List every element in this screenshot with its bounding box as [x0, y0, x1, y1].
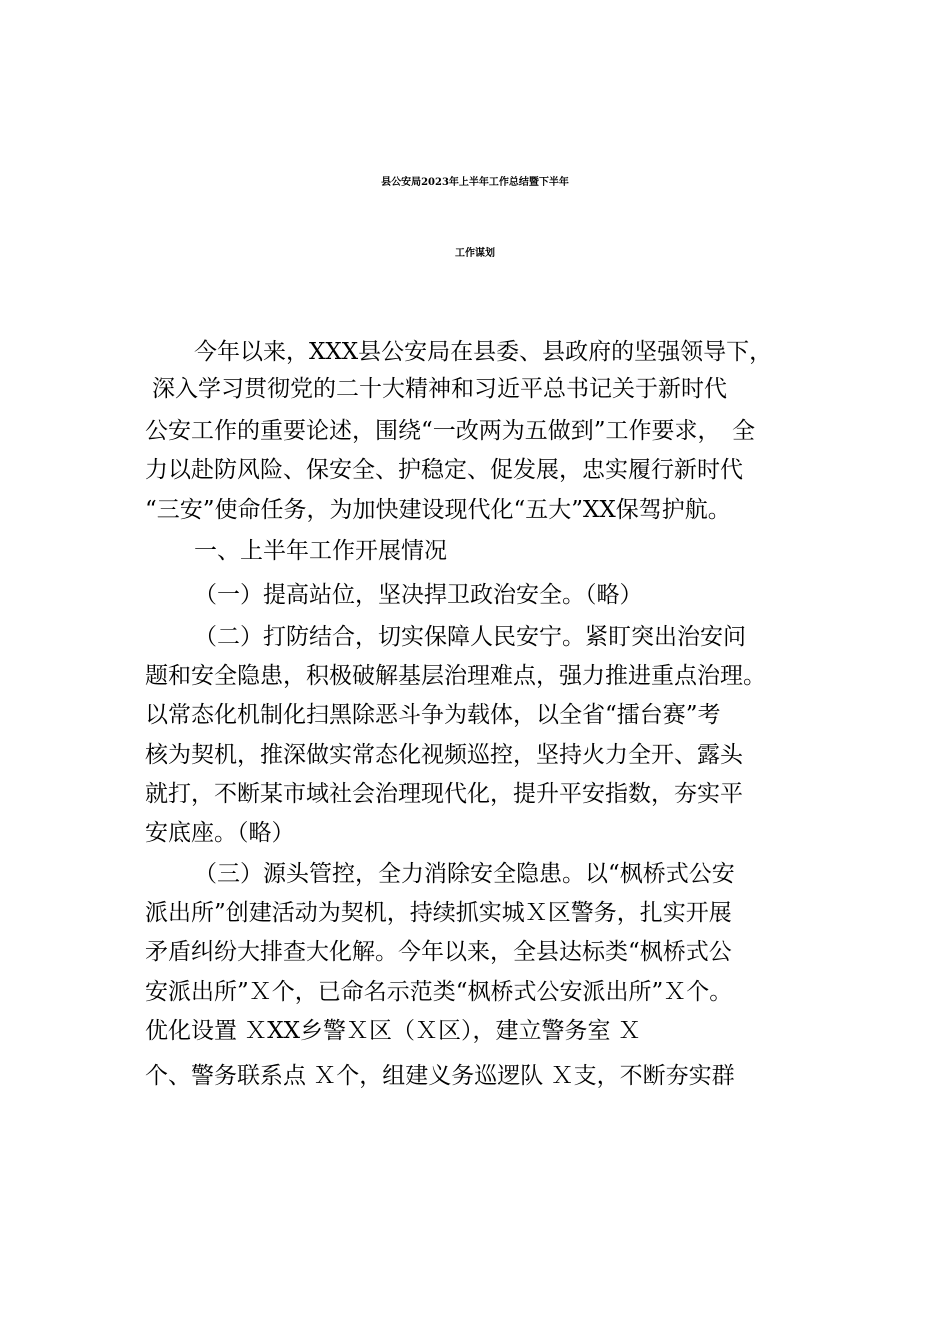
- paragraph-line: 核为契机，推深做实常态化视频巡控，坚持火力全开、露头: [145, 742, 743, 768]
- document-title-line-2: 工作谋划: [455, 248, 495, 259]
- paragraph-line: 安派出所”Ｘ个，已命名示范类“枫桥式公安派出所”Ｘ个。: [145, 979, 733, 1005]
- section-heading: 一、上半年工作开展情况: [194, 538, 447, 564]
- paragraph-line: 矛盾纠纷大排查大化解。今年以来，全县达标类“枫桥式公: [145, 939, 732, 965]
- paragraph-line: 公安工作的重要论述，围绕“一改两为五做到”工作要求， 全: [145, 418, 756, 444]
- subsection-heading: （一）提高站位，坚决捍卫政治安全。（略）: [194, 582, 643, 608]
- paragraph-line: 以常态化机制化扫黑除恶斗争为载体，以全省“擂台赛”考: [145, 702, 721, 728]
- paragraph-line: 题和安全隐患，积极破解基层治理难点，强力推进重点治理。: [145, 663, 766, 689]
- paragraph-line: 深入学习贯彻党的二十大精神和习近平总书记关于新时代: [152, 376, 727, 402]
- paragraph-line: 个、警务联系点 Ｘ个，组建义务巡逻队 Ｘ支，不断夯实群: [145, 1063, 735, 1089]
- paragraph-line: （三）源头管控，全力消除安全隐患。以“枫桥式公安: [194, 861, 735, 887]
- paragraph-line: 今年以来，XXX县公安局在县委、县政府的坚强领导下，: [194, 339, 773, 365]
- paragraph-line: 派出所”创建活动为契机，持续抓实城Ｘ区警务，扎实开展: [145, 900, 732, 926]
- paragraph-line: 力以赴防风险、保安全、护稳定、促发展，忠实履行新时代: [145, 457, 743, 483]
- paragraph-line: （二）打防结合，切实保障人民安宁。紧盯突出治安问: [194, 624, 746, 650]
- paragraph-line: 安底座。（略）: [145, 820, 295, 846]
- document-title-line-1: 县公安局2023年上半年工作总结暨下半年: [381, 177, 569, 188]
- paragraph-line: 就打，不断某市域社会治理现代化，提升平安指数，夯实平: [145, 781, 743, 807]
- paragraph-line: “三安”使命任务，为加快建设现代化“五大”XX保驾护航。: [145, 497, 731, 523]
- paragraph-line: 优化设置 ＸXX乡警Ｘ区（Ｘ区），建立警务室 Ｘ: [145, 1018, 641, 1044]
